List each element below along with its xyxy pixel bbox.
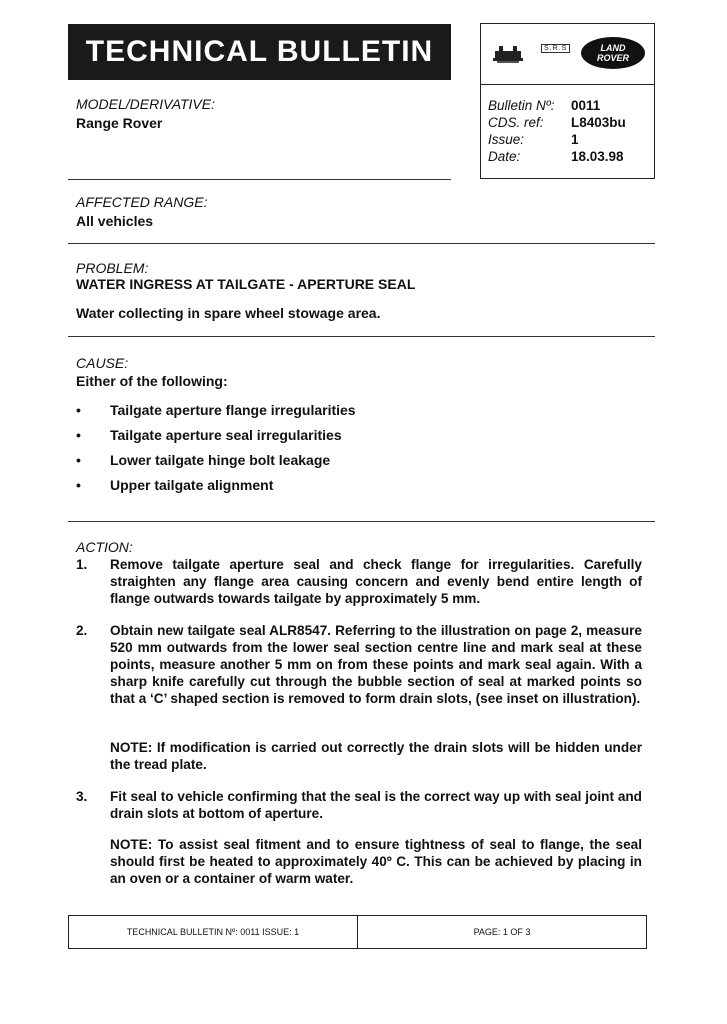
bulletin-info-box <box>480 23 655 179</box>
divider <box>68 243 655 244</box>
bullet-point: • <box>76 452 81 468</box>
divider <box>68 179 451 180</box>
meta-row-cds <box>488 114 626 131</box>
cause-item-text: Tailgate aperture flange irregularities <box>110 402 356 418</box>
step-number: 3. <box>76 789 88 804</box>
step-number: 2. <box>76 623 88 638</box>
cause-item <box>76 427 342 443</box>
model-label: MODEL/DERIVATIVE: <box>76 96 215 112</box>
cause-item <box>76 477 273 493</box>
step-2-note: NOTE: If modification is carried out correctly the drain slots will be hidden under the tread plate. <box>110 740 642 772</box>
problem-title: WATER INGRESS AT TAILGATE - APERTURE SEAL <box>76 276 416 292</box>
meta-row-date <box>488 148 624 165</box>
step-3-note: NOTE: To assist seal fitment and to ensure tightness of seal to flange, the seal should first be heated to approximately 40º C. This can be achieved by placing in an oven or a container of warm water. <box>110 837 642 886</box>
meta-key: Issue: <box>488 132 525 147</box>
affected-range-label: AFFECTED RANGE: <box>76 194 208 210</box>
meta-value: 0011 <box>571 98 601 113</box>
cause-item <box>76 402 356 418</box>
meta-value: 18.03.98 <box>571 149 624 164</box>
step-text: Remove tailgate aperture seal and check flange for irregularities. Carefully straighten any flange area causing concern and evenly bend entire length of flange outwards towards tailgate by approximately 5 mm. <box>110 557 642 606</box>
airbag-srs-icon <box>493 42 547 66</box>
step-number: 1. <box>76 557 88 572</box>
srs-label: S.R.S <box>541 44 570 53</box>
cause-label: CAUSE: <box>76 355 129 371</box>
cause-item-text: Lower tailgate hinge bolt leakage <box>110 452 331 468</box>
problem-label: PROBLEM: <box>76 260 149 276</box>
divider <box>68 521 655 522</box>
brand-line-1: LAND <box>600 43 626 53</box>
action-step-1 <box>76 556 642 607</box>
problem-description: Water collecting in spare wheel stowage area. <box>76 305 381 321</box>
affected-range-value: All vehicles <box>76 213 154 229</box>
page-footer <box>68 915 647 949</box>
meta-key: Bulletin Nº: <box>488 98 555 113</box>
action-step-2 <box>76 622 642 707</box>
footer-bulletin-ref: TECHNICAL BULLETIN Nº: 0011 ISSUE: 1 <box>69 916 358 948</box>
meta-key: CDS. ref: <box>488 115 544 130</box>
meta-row-bulletin <box>488 97 600 114</box>
meta-row-issue <box>488 131 579 148</box>
model-value: Range Rover <box>76 115 163 131</box>
bullet-point: • <box>76 402 81 418</box>
bullet-point: • <box>76 427 81 443</box>
divider <box>68 336 655 337</box>
brand-line-2: ROVER <box>596 53 629 63</box>
meta-key: Date: <box>488 149 521 164</box>
action-step-3 <box>76 788 642 822</box>
bulletin-title: TECHNICAL BULLETIN <box>68 24 451 80</box>
bullet-point: • <box>76 477 81 493</box>
step-text: Fit seal to vehicle confirming that the seal is the correct way up with seal joint and drain slots at bottom of aperture. <box>110 789 642 821</box>
land-rover-logo <box>581 37 645 69</box>
meta-value: L8403bu <box>571 115 626 130</box>
meta-value: 1 <box>571 132 579 147</box>
step-text: Obtain new tailgate seal ALR8547. Referring to the illustration on page 2, measure 520 mm outwards from the lower seal section centre line and mark seal at these points, measure another 5 mm on from these points and mark seal again. With a sharp knife carefully cut through the bubble section of seal at marked points so that a ‘C’ shaped section is removed to form drain slots, (see inset on illustration). <box>110 623 642 706</box>
cause-item-text: Upper tailgate alignment <box>110 477 274 493</box>
cause-intro: Either of the following: <box>76 373 228 389</box>
cause-item-text: Tailgate aperture seal irregularities <box>110 427 342 443</box>
cause-item <box>76 452 330 468</box>
action-label: ACTION: <box>76 539 133 555</box>
logo-area <box>481 24 654 85</box>
footer-page-number: PAGE: 1 OF 3 <box>473 927 531 937</box>
